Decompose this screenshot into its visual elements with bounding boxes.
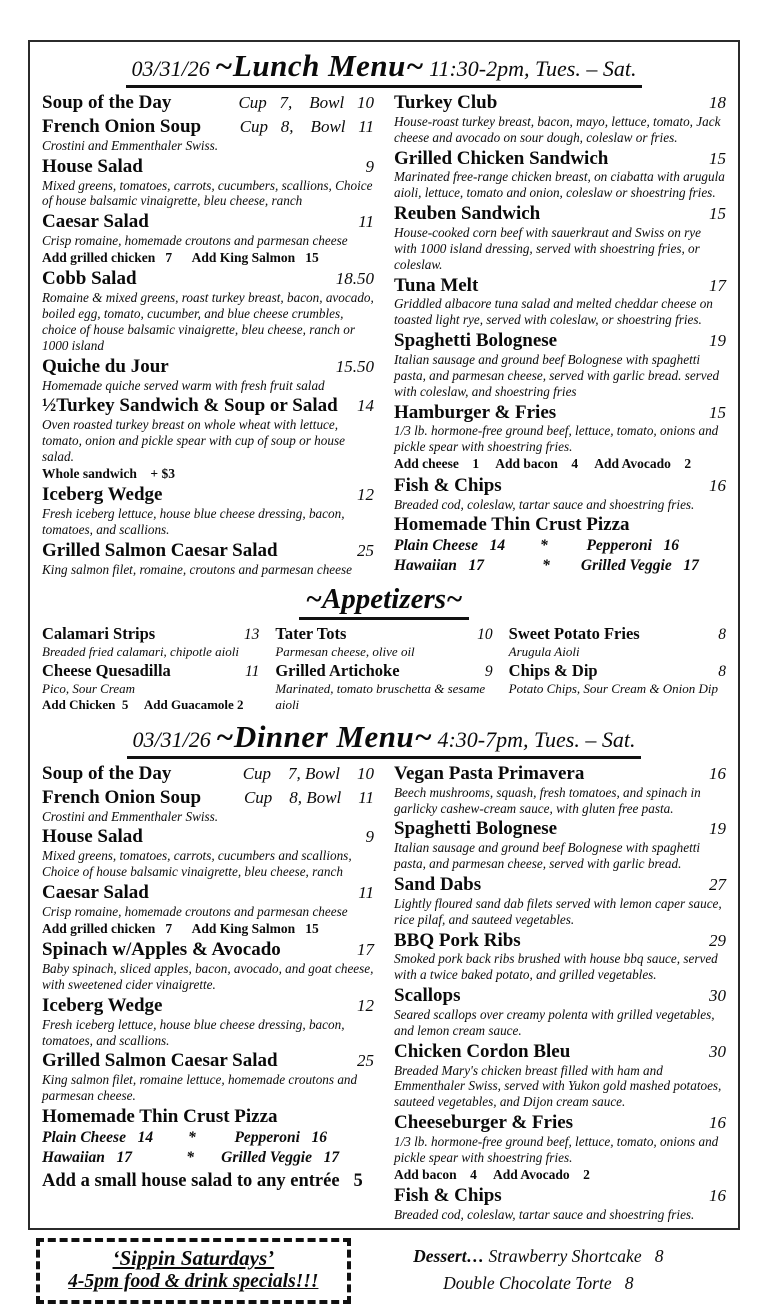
menu-item-header [42, 662, 259, 681]
appetizers-section [42, 625, 726, 717]
menu-item-name: Cheeseburger & Fries [394, 1112, 574, 1134]
menu-item-header [275, 625, 492, 644]
menu-item-price: 19 [709, 819, 726, 839]
menu-item-addons: Add Chicken 5 Add Guacamole 2 [42, 696, 244, 712]
menu-item-name: Soup of the Day [42, 92, 172, 113]
dinner-header-underline [127, 719, 642, 759]
menu-item-price: 30 [709, 986, 726, 1006]
dinner-hours: 4:30-7pm, Tues. – Sat. [437, 726, 636, 752]
menu-item-header [42, 1051, 374, 1072]
menu-item-price: 10 [477, 625, 493, 643]
menu-item [42, 93, 374, 114]
menu-item-description: Italian sausage and ground beef Bolognese with spaghetti pasta, and parmesan cheese, served with garlic bread. served with coleslaw, and shoestring fries [394, 352, 720, 399]
menu-item-price: 16 [709, 763, 726, 783]
menu-item-header [42, 996, 374, 1017]
menu-item-name: Soup of the Day [42, 762, 172, 784]
menu-item [42, 1107, 374, 1168]
menu-item-description: Parmesan cheese, olive oil [275, 643, 415, 659]
lunch-date: 03/31/26 [131, 56, 210, 81]
menu-item-price: 15 [709, 204, 726, 224]
menu-item-header [42, 212, 374, 233]
menu-item-header [394, 986, 726, 1007]
menu-item-price: 25 [357, 1051, 374, 1071]
menu-item-description: King salmon filet, romaine lettuce, homemade croutons and parmesan cheese. [42, 1072, 358, 1104]
lunch-title: ~Lunch Menu~ [214, 48, 425, 83]
menu-item-name: Turkey Club [394, 92, 498, 113]
menu-item-header [42, 764, 374, 785]
menu-item-name: Chips & Dip [508, 661, 598, 681]
menu-item-name: BBQ Pork Ribs [394, 929, 521, 951]
menu-item [42, 485, 374, 538]
menu-item-variants: Plain Cheese 14 * Pepperoni 16 Hawaiian 17 * Grilled Veggie 17 [42, 1128, 340, 1166]
menu-item-header [42, 485, 374, 506]
menu-item-name: Caesar Salad [42, 211, 149, 233]
menu-item-description: Breaded cod, coleslaw, tartar sauce and shoestring fries. [394, 496, 695, 512]
menu-item-header [42, 883, 374, 904]
menu-item-description: Lightly floured sand dab filets served with lemon caper sauce, rice pilaf, and sauteed vegetables. [394, 895, 722, 927]
menu-item [42, 357, 374, 394]
menu-item-price: 16 [709, 475, 726, 495]
menu-item-price: 11 [244, 663, 260, 681]
dinner-right-column [394, 764, 726, 1226]
menu-item-header [42, 788, 374, 809]
menu-item-name: Iceberg Wedge [42, 484, 163, 506]
menu-item [394, 986, 726, 1039]
menu-item-name: Homemade Thin Crust Pizza [394, 514, 630, 536]
menu-item-name: Fish & Chips [394, 474, 502, 496]
lunch-header-underline [126, 48, 643, 88]
sippin-saturdays-title: ‘Sippin Saturdays’ [112, 1246, 275, 1271]
menu-item-description: Mixed greens, tomatoes, carrots, cucumbers and scallions, Choice of house balsamic vinaigrette, bleu cheese, ranch [42, 848, 352, 880]
menu-item [394, 931, 726, 984]
menu-item-addons: Add bacon 4 Add Avocado 2 [394, 1166, 590, 1182]
menu-item-description: Fresh iceberg lettuce, house blue cheese dressing, bacon, tomatoes, and scallions. [42, 1016, 345, 1048]
menu-item-name: Calamari Strips [42, 623, 156, 643]
dinner-menu-header [42, 719, 726, 759]
menu-item-addons: Whole sandwich + $3 [42, 465, 175, 481]
menu-item-price: 29 [709, 930, 726, 950]
menu-item-header [509, 662, 726, 681]
menu-item-description: Marinated free-range chicken breast, on ciabatta with arugula aioli, lettuce, tomato and onion, coleslaw or shoestring fries. [394, 169, 725, 201]
menu-item-header [394, 204, 726, 225]
sippin-saturdays-box [36, 1238, 351, 1304]
lunch-section [42, 93, 726, 581]
menu-item-price: 16 [709, 1186, 726, 1206]
dinner-section [42, 764, 726, 1226]
menu-item-name: ½Turkey Sandwich & Soup or Salad [42, 395, 338, 417]
menu-item [394, 149, 726, 202]
menu-item-name: Quiche du Jour [42, 355, 169, 377]
menu-item-description: Breaded Mary's chicken breast filled with ham and Emmenthaler Swiss, served with Yukon gold mashed potatoes, sauteed vegetables, and Dijon cream sauce. [394, 1062, 722, 1110]
menu-item [394, 403, 726, 473]
menu-item-header [394, 1042, 726, 1063]
lunch-menu-header [42, 48, 726, 88]
menu-item [42, 212, 374, 266]
menu-item-price: 9 [365, 156, 374, 176]
menu-item-price: 18 [709, 93, 726, 112]
menu-item-description: House-roast turkey breast, bacon, mayo, lettuce, tomato, Jack cheese and avocado on sour dough, coleslaw or fries. [394, 113, 721, 145]
menu-item [42, 269, 374, 353]
menu-item [394, 1113, 726, 1183]
menu-item-description: Oven roasted turkey breast on whole wheat with lettuce, tomato, onion and pickle spear with cup of soup or house salad. [42, 417, 345, 465]
menu-item-price: 30 [709, 1041, 726, 1061]
menu-item [509, 662, 726, 697]
menu-item [394, 204, 726, 272]
dessert-line-1 [351, 1246, 726, 1267]
menu-item-name: Cobb Salad [42, 268, 137, 290]
menu-item [394, 276, 726, 329]
menu-item-description: Romaine & mixed greens, roast turkey breast, bacon, avocado, boiled egg, tomato, cucumber, and blue cheese crumbles, choice of house balsamic vinaigrette, bleu cheese, ranch or 1000 island [42, 290, 374, 353]
menu-item-name: Iceberg Wedge [42, 994, 163, 1016]
menu-item-description: Crostini and Emmenthaler Swiss. [42, 808, 219, 824]
menu-item-price: Cup 8, Bowl 11 [243, 787, 374, 807]
menu-item-header [394, 515, 726, 536]
menu-item [42, 788, 374, 825]
menu-item-price: 8 [718, 663, 726, 681]
dessert-label: Dessert… [413, 1246, 485, 1267]
menu-item-price: 16 [709, 1113, 726, 1133]
menu-item [42, 764, 374, 785]
menu-item-name: Spinach w/Apples & Avocado [42, 939, 281, 961]
dessert-item-2: Double Chocolate Torte 8 [443, 1273, 634, 1294]
menu-item-name: Chicken Cordon Bleu [394, 1040, 571, 1062]
menu-item-name: Vegan Pasta Primavera [394, 762, 585, 784]
menu-item-name: Spaghetti Bolognese [394, 818, 558, 840]
menu-item-addons: Add grilled chicken 7 Add King Salmon 15 [42, 249, 319, 265]
menu-item-description: Homemade quiche served warm with fresh fruit salad [42, 377, 325, 393]
menu-item-price: 19 [709, 331, 726, 351]
menu-item [42, 625, 259, 660]
menu-item-description: Fresh iceberg lettuce, house blue cheese dressing, bacon, tomatoes, and scallions. [42, 506, 345, 538]
menu-item-name: Fish & Chips [394, 1185, 502, 1207]
menu-item-header [509, 625, 726, 644]
menu-item-header [275, 662, 492, 681]
menu-item-price: 15.50 [335, 356, 374, 376]
menu-item-price: 11 [358, 883, 374, 903]
menu-item-header [394, 1186, 726, 1207]
menu-item-price: 27 [709, 875, 726, 894]
dessert-block [351, 1238, 726, 1294]
menu-item [275, 662, 492, 712]
menu-item-header [42, 827, 374, 848]
menu-item-description: Seared scallops over creamy polenta with grilled vegetables, and lemon cream sauce. [394, 1007, 715, 1038]
dinner-date: 03/31/26 [132, 726, 211, 752]
menu-item-addons: Add cheese 1 Add bacon 4 Add Avocado 2 [394, 456, 692, 472]
menu-item-header [394, 149, 726, 170]
menu-item-description: 1/3 lb. hormone-free ground beef, lettuce, tomato, onions and pickle spear with shoestring fries. [394, 1134, 719, 1165]
menu-item [394, 515, 726, 576]
menu-item-header [42, 157, 374, 178]
menu-item-description: Crisp romaine, homemade croutons and parmesan cheese [42, 903, 348, 919]
menu-item-header [394, 764, 726, 785]
menu-item-name: Tuna Melt [394, 274, 479, 296]
menu-item-header [394, 93, 726, 114]
menu-item-description: Beech mushrooms, squash, fresh tomatoes, and spinach in garlicky cashew-cream sauce, with gluten free pasta. [394, 784, 701, 816]
menu-item-header [42, 117, 374, 138]
menu-item [42, 883, 374, 937]
menu-item-description: Smoked pork back ribs brushed with house bbq sauce, served with a twice baked potato, and grilled vegetables. [394, 951, 718, 983]
menu-item-name: Homemade Thin Crust Pizza [42, 1106, 278, 1128]
menu-item-header [394, 819, 726, 840]
menu-item-addons: Add grilled chicken 7 Add King Salmon 15 [42, 920, 319, 936]
menu-item-price: 9 [484, 663, 493, 681]
menu-item [42, 940, 374, 993]
menu-item-description: Crostini and Emmenthaler Swiss. [42, 137, 219, 153]
menu-item-header [42, 93, 374, 114]
menu-item [394, 1042, 726, 1110]
menu-item-price: Cup 7, Bowl 10 [238, 93, 374, 112]
menu-item [509, 625, 726, 660]
menu-item-header [42, 625, 259, 644]
menu-item-name: French Onion Soup [42, 786, 202, 808]
menu-item-name: French Onion Soup [42, 115, 202, 137]
menu-item-name: House Salad [42, 155, 143, 177]
menu-item-price: 25 [357, 541, 374, 561]
menu-item-header [394, 875, 726, 896]
dessert-item-1: Strawberry Shortcake 8 [484, 1246, 664, 1267]
menu-item [394, 819, 726, 872]
menu-item [42, 662, 259, 713]
menu-item-description: Pico, Sour Cream [42, 681, 136, 697]
menu-item [394, 476, 726, 513]
menu-item-description: Potato Chips, Sour Cream & Onion Dip [508, 681, 718, 697]
menu-item [394, 1186, 726, 1223]
menu-item-price: 12 [357, 485, 374, 505]
menu-item [394, 875, 726, 928]
menu-item-name: Scallops [394, 985, 461, 1007]
menu-item-header [42, 940, 374, 961]
menu-item-name: Grilled Chicken Sandwich [394, 147, 609, 169]
menu-item [394, 331, 726, 399]
lunch-hours: 11:30-2pm, Tues. – Sat. [429, 56, 637, 81]
menu-item [42, 396, 374, 482]
dinner-title: ~Dinner Menu~ [215, 718, 433, 754]
menu-item-description: House-cooked corn beef with sauerkraut and Swiss on rye with 1000 island dressing, served with shoestring fries, or coleslaw. [394, 225, 701, 272]
menu-item-header [42, 357, 374, 378]
menu-item [275, 625, 492, 660]
menu-item-header [42, 541, 374, 562]
menu-item [42, 541, 374, 578]
lunch-left-column [42, 93, 374, 581]
menu-item [42, 117, 374, 154]
menu-item-description: Baby spinach, sliced apples, bacon, avocado, and goat cheese, with sweetened cider vinaigrette. [42, 961, 374, 993]
appetizers-header [42, 583, 726, 620]
menu-item [42, 157, 374, 210]
menu-item-description: Crisp romaine, homemade croutons and parmesan cheese [42, 233, 348, 249]
menu-item-price: 11 [358, 212, 374, 232]
menu-item-name: Grilled Artichoke [275, 661, 400, 681]
menu-item-description: Mixed greens, tomatoes, carrots, cucumbers, scallions, Choice of house balsamic vinaigrette, bleu cheese, ranch [42, 177, 373, 209]
appetizers-title: ~Appetizers~ [305, 582, 463, 615]
menu-item [42, 827, 374, 880]
appetizers-column-2 [275, 625, 492, 717]
sippin-saturdays-details: 4-5pm food & drink specials!!! [68, 1271, 319, 1293]
menu-item-header [394, 476, 726, 497]
menu-item-header [42, 1107, 374, 1128]
menu-item-name: Hamburger & Fries [394, 401, 557, 423]
menu-item-description: Breaded cod, coleslaw, tartar sauce and shoestring fries. [394, 1207, 695, 1223]
menu-item-name: Caesar Salad [42, 882, 149, 904]
lunch-right-column [394, 93, 726, 581]
menu-sheet [28, 40, 740, 1294]
menu-item-price: 12 [357, 995, 374, 1015]
menu-item-description: 1/3 lb. hormone-free ground beef, lettuce, tomato, onions and pickle spear with shoestring fries. [394, 423, 719, 455]
menu-item-price: Cup 8, Bowl 11 [239, 116, 374, 136]
menu-item-header [42, 269, 374, 290]
menu-item [42, 996, 374, 1049]
menu-item-price: Cup 7, Bowl 10 [242, 763, 374, 783]
menu-item-header [394, 403, 726, 424]
menu-item-price: 8 [718, 625, 726, 643]
menu-item-description: Arugula Aioli [508, 643, 580, 659]
footer [42, 1238, 726, 1304]
appetizers-column-3 [509, 625, 726, 717]
menu-item-name: Grilled Salmon Caesar Salad [42, 1050, 278, 1072]
menu-item-name: Grilled Salmon Caesar Salad [42, 540, 278, 562]
menu-item-description: Marinated, tomato bruschetta & sesame aioli [275, 681, 486, 712]
menu-item-price: 14 [357, 396, 374, 416]
menu-item-variants: Plain Cheese 14 * Pepperoni 16 Hawaiian 17 * Grilled Veggie 17 [394, 537, 699, 575]
menu-item-name: Spaghetti Bolognese [394, 330, 558, 352]
menu-item-name: Sweet Potato Fries [508, 623, 640, 643]
dinner-left-column [42, 764, 374, 1226]
menu-item-name: House Salad [42, 826, 143, 848]
menu-item-name: Tater Tots [275, 623, 347, 643]
menu-item-description: Italian sausage and ground beef Bolognese with spaghetti pasta, and parmesan cheese, served with garlic bread. [394, 840, 701, 872]
menu-item-header [42, 396, 374, 417]
menu-item-price: 17 [357, 940, 374, 960]
menu-item-header [394, 1113, 726, 1134]
salad-note: Add a small house salad to any entrée 5 [42, 1170, 363, 1191]
menu-item-description: King salmon filet, romaine, croutons and parmesan cheese [42, 561, 352, 577]
menu-item [42, 1051, 374, 1104]
menu-item [394, 93, 726, 146]
menu-item-price: 9 [365, 827, 374, 847]
menu-item-name: Reuben Sandwich [394, 203, 541, 225]
menu-item-price: 18.50 [335, 269, 374, 289]
menu-item-name: Cheese Quesadilla [42, 661, 171, 681]
menu-item-header [394, 276, 726, 297]
menu-item-header [394, 931, 726, 952]
appetizers-header-underline [299, 583, 468, 620]
appetizers-column-1 [42, 625, 259, 717]
menu-item-price: 17 [709, 275, 726, 295]
menu-item-description: Griddled albacore tuna salad and melted cheddar cheese on toasted light rye, served with coleslaw, or shoestring fries. [394, 296, 713, 328]
menu-item-price: 15 [709, 402, 726, 422]
menu-item-header [394, 331, 726, 352]
menu-item-description: Breaded fried calamari, chipotle aioli [42, 643, 240, 659]
menu-item-price: 15 [709, 148, 726, 168]
menu-item [394, 764, 726, 817]
dinner-left-items [42, 764, 374, 1168]
menu-item-name: Sand Dabs [394, 874, 482, 895]
menu-item-price: 13 [243, 625, 260, 643]
